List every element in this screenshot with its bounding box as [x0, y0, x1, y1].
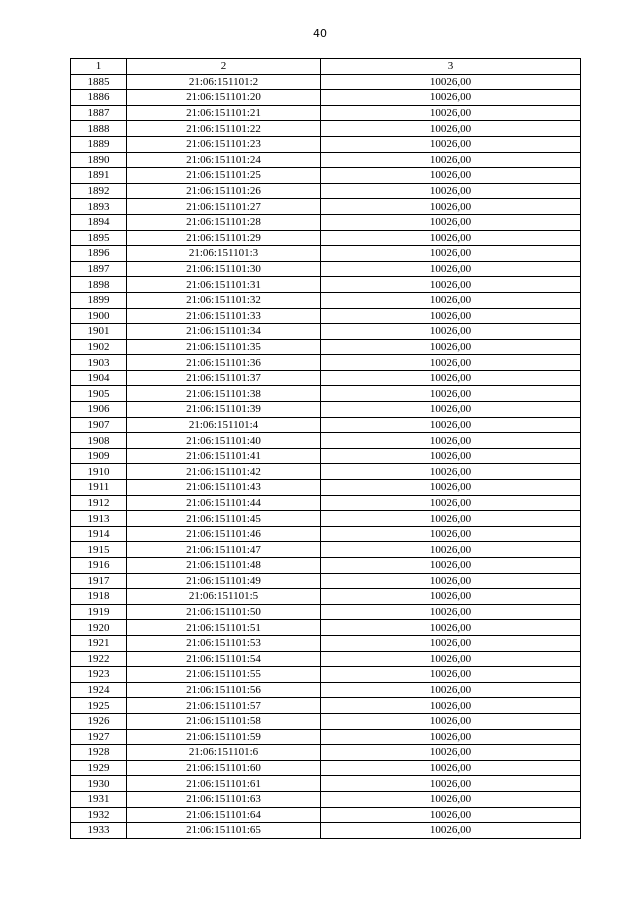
- table-row: [71, 760, 581, 776]
- value-cell: 10026,00: [321, 573, 581, 589]
- table-row: [71, 651, 581, 667]
- value-cell: 10026,00: [321, 729, 581, 745]
- value-cell: 10026,00: [321, 168, 581, 184]
- table-row: [71, 152, 581, 168]
- row-number-cell: 1889: [71, 136, 127, 152]
- data-table: [70, 58, 581, 839]
- table-row: [71, 355, 581, 371]
- row-number-cell: 1898: [71, 277, 127, 293]
- table-row: [71, 620, 581, 636]
- value-cell: 10026,00: [321, 355, 581, 371]
- cadastral-number-cell: 21:06:151101:29: [127, 230, 321, 246]
- cadastral-number-cell: 21:06:151101:63: [127, 791, 321, 807]
- cadastral-number-cell: 21:06:151101:33: [127, 308, 321, 324]
- value-cell: 10026,00: [321, 230, 581, 246]
- table-row: [71, 495, 581, 511]
- value-cell: 10026,00: [321, 386, 581, 402]
- table-row: [71, 292, 581, 308]
- row-number-cell: 1895: [71, 230, 127, 246]
- cadastral-number-cell: 21:06:151101:2: [127, 74, 321, 90]
- value-cell: 10026,00: [321, 261, 581, 277]
- cadastral-number-cell: 21:06:151101:22: [127, 121, 321, 137]
- value-cell: 10026,00: [321, 760, 581, 776]
- row-number-cell: 1886: [71, 90, 127, 106]
- value-cell: 10026,00: [321, 433, 581, 449]
- value-cell: 10026,00: [321, 74, 581, 90]
- value-cell: 10026,00: [321, 667, 581, 683]
- value-cell: 10026,00: [321, 807, 581, 823]
- table-row: [71, 526, 581, 542]
- row-number-cell: 1901: [71, 324, 127, 340]
- value-cell: 10026,00: [321, 464, 581, 480]
- row-number-cell: 1896: [71, 246, 127, 262]
- value-cell: 10026,00: [321, 183, 581, 199]
- value-cell: 10026,00: [321, 651, 581, 667]
- table-row: [71, 214, 581, 230]
- table-row: [71, 542, 581, 558]
- value-cell: 10026,00: [321, 698, 581, 714]
- row-number-cell: 1922: [71, 651, 127, 667]
- row-number-cell: 1911: [71, 480, 127, 496]
- table-row: [71, 511, 581, 527]
- cadastral-number-cell: 21:06:151101:40: [127, 433, 321, 449]
- row-number-cell: 1893: [71, 199, 127, 215]
- column-header-1: 1: [71, 59, 127, 75]
- row-number-cell: 1917: [71, 573, 127, 589]
- table-row: [71, 199, 581, 215]
- row-number-cell: 1913: [71, 511, 127, 527]
- value-cell: 10026,00: [321, 791, 581, 807]
- cadastral-number-cell: 21:06:151101:23: [127, 136, 321, 152]
- table-header: [71, 59, 581, 75]
- value-cell: 10026,00: [321, 136, 581, 152]
- cadastral-number-cell: 21:06:151101:39: [127, 402, 321, 418]
- table-row: [71, 464, 581, 480]
- table-row: [71, 807, 581, 823]
- row-number-cell: 1897: [71, 261, 127, 277]
- cadastral-number-cell: 21:06:151101:25: [127, 168, 321, 184]
- table-row: [71, 74, 581, 90]
- cadastral-number-cell: 21:06:151101:61: [127, 776, 321, 792]
- row-number-cell: 1903: [71, 355, 127, 371]
- cadastral-number-cell: 21:06:151101:26: [127, 183, 321, 199]
- table-row: [71, 230, 581, 246]
- cadastral-number-cell: 21:06:151101:55: [127, 667, 321, 683]
- row-number-cell: 1931: [71, 791, 127, 807]
- row-number-cell: 1926: [71, 713, 127, 729]
- table-row: [71, 168, 581, 184]
- table-row: [71, 448, 581, 464]
- row-number-cell: 1930: [71, 776, 127, 792]
- row-number-cell: 1894: [71, 214, 127, 230]
- value-cell: 10026,00: [321, 214, 581, 230]
- cadastral-number-cell: 21:06:151101:20: [127, 90, 321, 106]
- cadastral-number-cell: 21:06:151101:58: [127, 713, 321, 729]
- cadastral-number-cell: 21:06:151101:36: [127, 355, 321, 371]
- table-row: [71, 90, 581, 106]
- column-header-3: 3: [321, 59, 581, 75]
- row-number-cell: 1929: [71, 760, 127, 776]
- cadastral-number-cell: 21:06:151101:46: [127, 526, 321, 542]
- row-number-cell: 1892: [71, 183, 127, 199]
- row-number-cell: 1891: [71, 168, 127, 184]
- cadastral-number-cell: 21:06:151101:4: [127, 417, 321, 433]
- table-row: [71, 136, 581, 152]
- cadastral-number-cell: 21:06:151101:54: [127, 651, 321, 667]
- value-cell: 10026,00: [321, 480, 581, 496]
- value-cell: 10026,00: [321, 495, 581, 511]
- row-number-cell: 1907: [71, 417, 127, 433]
- row-number-cell: 1915: [71, 542, 127, 558]
- table-row: [71, 386, 581, 402]
- cadastral-number-cell: 21:06:151101:31: [127, 277, 321, 293]
- cadastral-number-cell: 21:06:151101:65: [127, 823, 321, 839]
- table-row: [71, 261, 581, 277]
- row-number-cell: 1902: [71, 339, 127, 355]
- row-number-cell: 1925: [71, 698, 127, 714]
- row-number-cell: 1916: [71, 558, 127, 574]
- cadastral-number-cell: 21:06:151101:28: [127, 214, 321, 230]
- cadastral-number-cell: 21:06:151101:41: [127, 448, 321, 464]
- table-row: [71, 713, 581, 729]
- value-cell: 10026,00: [321, 558, 581, 574]
- cadastral-number-cell: 21:06:151101:59: [127, 729, 321, 745]
- value-cell: 10026,00: [321, 152, 581, 168]
- row-number-cell: 1908: [71, 433, 127, 449]
- row-number-cell: 1928: [71, 745, 127, 761]
- page-number: 40: [313, 27, 327, 40]
- value-cell: 10026,00: [321, 526, 581, 542]
- cadastral-number-cell: 21:06:151101:50: [127, 604, 321, 620]
- table-row: [71, 573, 581, 589]
- cadastral-number-cell: 21:06:151101:43: [127, 480, 321, 496]
- table-row: [71, 682, 581, 698]
- table-row: [71, 823, 581, 839]
- table-row: [71, 183, 581, 199]
- cadastral-number-cell: 21:06:151101:56: [127, 682, 321, 698]
- cadastral-number-cell: 21:06:151101:27: [127, 199, 321, 215]
- value-cell: 10026,00: [321, 402, 581, 418]
- cadastral-number-cell: 21:06:151101:32: [127, 292, 321, 308]
- cadastral-number-cell: 21:06:151101:45: [127, 511, 321, 527]
- value-cell: 10026,00: [321, 246, 581, 262]
- value-cell: 10026,00: [321, 776, 581, 792]
- value-cell: 10026,00: [321, 308, 581, 324]
- value-cell: 10026,00: [321, 277, 581, 293]
- column-header-2: 2: [127, 59, 321, 75]
- row-number-cell: 1918: [71, 589, 127, 605]
- cadastral-number-cell: 21:06:151101:64: [127, 807, 321, 823]
- value-cell: 10026,00: [321, 324, 581, 340]
- cadastral-number-cell: 21:06:151101:51: [127, 620, 321, 636]
- row-number-cell: 1912: [71, 495, 127, 511]
- cadastral-number-cell: 21:06:151101:60: [127, 760, 321, 776]
- table-body: [71, 74, 581, 838]
- table-row: [71, 308, 581, 324]
- row-number-cell: 1885: [71, 74, 127, 90]
- cadastral-number-cell: 21:06:151101:53: [127, 635, 321, 651]
- value-cell: 10026,00: [321, 542, 581, 558]
- value-cell: 10026,00: [321, 604, 581, 620]
- cadastral-number-cell: 21:06:151101:6: [127, 745, 321, 761]
- row-number-cell: 1924: [71, 682, 127, 698]
- row-number-cell: 1909: [71, 448, 127, 464]
- header-row: [71, 59, 581, 75]
- value-cell: 10026,00: [321, 682, 581, 698]
- cadastral-number-cell: 21:06:151101:34: [127, 324, 321, 340]
- table-row: [71, 589, 581, 605]
- cadastral-number-cell: 21:06:151101:57: [127, 698, 321, 714]
- table-row: [71, 370, 581, 386]
- row-number-cell: 1910: [71, 464, 127, 480]
- value-cell: 10026,00: [321, 823, 581, 839]
- cadastral-number-cell: 21:06:151101:21: [127, 105, 321, 121]
- row-number-cell: 1921: [71, 635, 127, 651]
- value-cell: 10026,00: [321, 105, 581, 121]
- cadastral-number-cell: 21:06:151101:30: [127, 261, 321, 277]
- table-row: [71, 745, 581, 761]
- cadastral-number-cell: 21:06:151101:42: [127, 464, 321, 480]
- row-number-cell: 1914: [71, 526, 127, 542]
- table-row: [71, 417, 581, 433]
- value-cell: 10026,00: [321, 713, 581, 729]
- table-row: [71, 339, 581, 355]
- row-number-cell: 1932: [71, 807, 127, 823]
- cadastral-number-cell: 21:06:151101:24: [127, 152, 321, 168]
- row-number-cell: 1923: [71, 667, 127, 683]
- row-number-cell: 1888: [71, 121, 127, 137]
- row-number-cell: 1904: [71, 370, 127, 386]
- row-number-cell: 1906: [71, 402, 127, 418]
- cadastral-number-cell: 21:06:151101:38: [127, 386, 321, 402]
- table-row: [71, 635, 581, 651]
- value-cell: 10026,00: [321, 339, 581, 355]
- value-cell: 10026,00: [321, 417, 581, 433]
- value-cell: 10026,00: [321, 620, 581, 636]
- value-cell: 10026,00: [321, 90, 581, 106]
- table-row: [71, 558, 581, 574]
- table-row: [71, 776, 581, 792]
- value-cell: 10026,00: [321, 745, 581, 761]
- table-row: [71, 698, 581, 714]
- row-number-cell: 1887: [71, 105, 127, 121]
- cadastral-number-cell: 21:06:151101:37: [127, 370, 321, 386]
- table-row: [71, 121, 581, 137]
- value-cell: 10026,00: [321, 292, 581, 308]
- row-number-cell: 1927: [71, 729, 127, 745]
- cadastral-number-cell: 21:06:151101:3: [127, 246, 321, 262]
- cadastral-number-cell: 21:06:151101:49: [127, 573, 321, 589]
- table-row: [71, 791, 581, 807]
- cadastral-number-cell: 21:06:151101:5: [127, 589, 321, 605]
- cadastral-number-cell: 21:06:151101:35: [127, 339, 321, 355]
- table-row: [71, 604, 581, 620]
- value-cell: 10026,00: [321, 370, 581, 386]
- table-row: [71, 667, 581, 683]
- value-cell: 10026,00: [321, 121, 581, 137]
- value-cell: 10026,00: [321, 635, 581, 651]
- table-row: [71, 105, 581, 121]
- row-number-cell: 1919: [71, 604, 127, 620]
- cadastral-number-cell: 21:06:151101:44: [127, 495, 321, 511]
- table-row: [71, 402, 581, 418]
- row-number-cell: 1899: [71, 292, 127, 308]
- value-cell: 10026,00: [321, 199, 581, 215]
- table-row: [71, 433, 581, 449]
- row-number-cell: 1933: [71, 823, 127, 839]
- row-number-cell: 1905: [71, 386, 127, 402]
- table-row: [71, 480, 581, 496]
- row-number-cell: 1890: [71, 152, 127, 168]
- row-number-cell: 1920: [71, 620, 127, 636]
- value-cell: 10026,00: [321, 448, 581, 464]
- value-cell: 10026,00: [321, 511, 581, 527]
- table-row: [71, 277, 581, 293]
- table-row: [71, 729, 581, 745]
- row-number-cell: 1900: [71, 308, 127, 324]
- table-row: [71, 246, 581, 262]
- table-row: [71, 324, 581, 340]
- cadastral-number-cell: 21:06:151101:47: [127, 542, 321, 558]
- value-cell: 10026,00: [321, 589, 581, 605]
- cadastral-number-cell: 21:06:151101:48: [127, 558, 321, 574]
